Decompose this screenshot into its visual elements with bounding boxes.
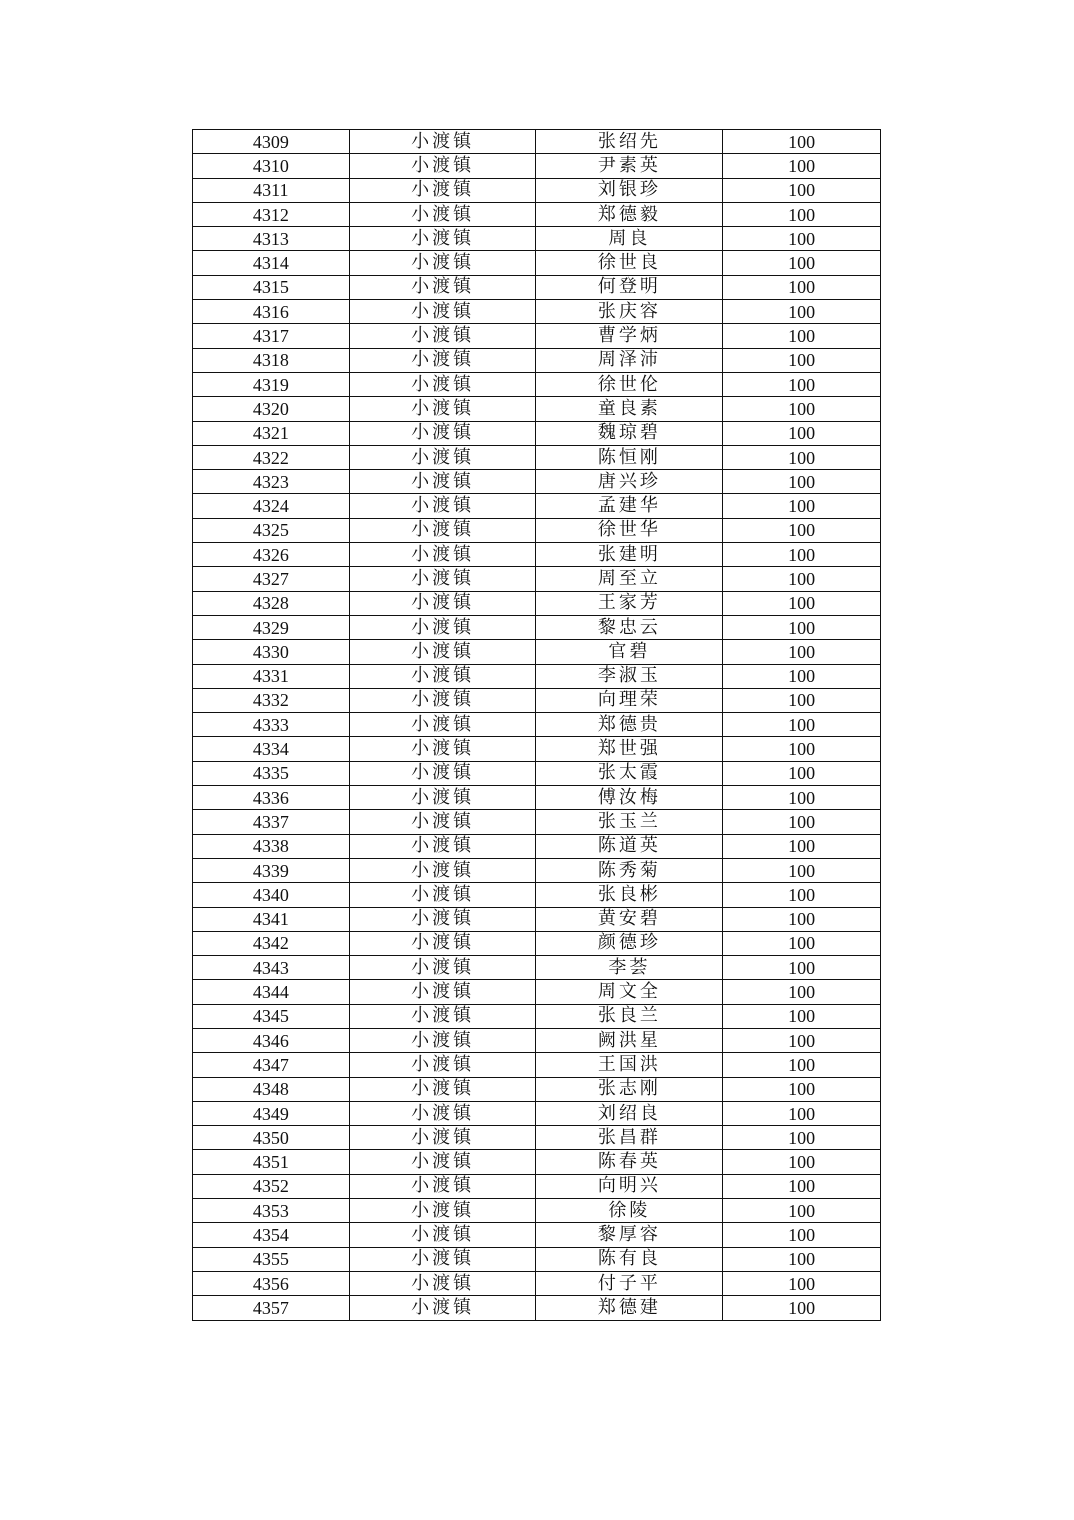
row-number-cell: 4328	[193, 591, 350, 615]
person-name-cell: 张志刚	[536, 1077, 723, 1101]
amount-cell: 100	[723, 883, 881, 907]
row-number-cell: 4334	[193, 737, 350, 761]
town-cell: 小渡镇	[349, 1028, 536, 1052]
table-row	[193, 300, 881, 324]
row-number-cell: 4314	[193, 251, 350, 275]
row-number-cell: 4324	[193, 494, 350, 518]
table-row	[193, 202, 881, 226]
row-number-cell: 4320	[193, 397, 350, 421]
amount-cell: 100	[723, 251, 881, 275]
person-name-cell: 郑德毅	[536, 202, 723, 226]
row-number-cell: 4330	[193, 640, 350, 664]
row-number-cell: 4336	[193, 786, 350, 810]
table-row	[193, 615, 881, 639]
town-cell: 小渡镇	[349, 324, 536, 348]
table-row	[193, 445, 881, 469]
table-row	[193, 1150, 881, 1174]
town-cell: 小渡镇	[349, 1126, 536, 1150]
amount-cell: 100	[723, 591, 881, 615]
table-row	[193, 1271, 881, 1295]
row-number-cell: 4315	[193, 275, 350, 299]
person-name-cell: 陈有良	[536, 1247, 723, 1271]
amount-cell: 100	[723, 737, 881, 761]
table-row	[193, 543, 881, 567]
town-cell: 小渡镇	[349, 154, 536, 178]
amount-cell: 100	[723, 1004, 881, 1028]
person-name-cell: 颜德珍	[536, 931, 723, 955]
amount-cell: 100	[723, 907, 881, 931]
row-number-cell: 4327	[193, 567, 350, 591]
row-number-cell: 4318	[193, 348, 350, 372]
person-name-cell: 张良彬	[536, 883, 723, 907]
town-cell: 小渡镇	[349, 421, 536, 445]
amount-cell: 100	[723, 567, 881, 591]
person-name-cell: 付子平	[536, 1271, 723, 1295]
town-cell: 小渡镇	[349, 664, 536, 688]
table-row	[193, 348, 881, 372]
town-cell: 小渡镇	[349, 130, 536, 154]
row-number-cell: 4342	[193, 931, 350, 955]
amount-cell: 100	[723, 615, 881, 639]
table-row	[193, 1028, 881, 1052]
amount-cell: 100	[723, 1077, 881, 1101]
town-cell: 小渡镇	[349, 1223, 536, 1247]
person-name-cell: 唐兴珍	[536, 470, 723, 494]
row-number-cell: 4313	[193, 227, 350, 251]
table-row	[193, 688, 881, 712]
amount-cell: 100	[723, 834, 881, 858]
town-cell: 小渡镇	[349, 737, 536, 761]
row-number-cell: 4311	[193, 178, 350, 202]
town-cell: 小渡镇	[349, 713, 536, 737]
table-row	[193, 1053, 881, 1077]
row-number-cell: 4339	[193, 858, 350, 882]
row-number-cell: 4346	[193, 1028, 350, 1052]
amount-cell: 100	[723, 761, 881, 785]
table-row	[193, 397, 881, 421]
row-number-cell: 4323	[193, 470, 350, 494]
town-cell: 小渡镇	[349, 470, 536, 494]
town-cell: 小渡镇	[349, 1004, 536, 1028]
town-cell: 小渡镇	[349, 397, 536, 421]
person-name-cell: 陈道英	[536, 834, 723, 858]
town-cell: 小渡镇	[349, 494, 536, 518]
amount-cell: 100	[723, 956, 881, 980]
amount-cell: 100	[723, 518, 881, 542]
table-row	[193, 251, 881, 275]
amount-cell: 100	[723, 786, 881, 810]
table-row	[193, 883, 881, 907]
person-name-cell: 徐世良	[536, 251, 723, 275]
row-number-cell: 4355	[193, 1247, 350, 1271]
amount-cell: 100	[723, 810, 881, 834]
person-name-cell: 黄安碧	[536, 907, 723, 931]
row-number-cell: 4329	[193, 615, 350, 639]
amount-cell: 100	[723, 931, 881, 955]
town-cell: 小渡镇	[349, 810, 536, 834]
table-row	[193, 1174, 881, 1198]
town-cell: 小渡镇	[349, 1053, 536, 1077]
amount-cell: 100	[723, 640, 881, 664]
person-name-cell: 郑德贵	[536, 713, 723, 737]
amount-cell: 100	[723, 1199, 881, 1223]
table-row	[193, 858, 881, 882]
row-number-cell: 4335	[193, 761, 350, 785]
row-number-cell: 4353	[193, 1199, 350, 1223]
town-cell: 小渡镇	[349, 1199, 536, 1223]
amount-cell: 100	[723, 397, 881, 421]
town-cell: 小渡镇	[349, 348, 536, 372]
table-row	[193, 1296, 881, 1320]
row-number-cell: 4352	[193, 1174, 350, 1198]
town-cell: 小渡镇	[349, 1077, 536, 1101]
person-name-cell: 周至立	[536, 567, 723, 591]
amount-cell: 100	[723, 227, 881, 251]
table-row	[193, 980, 881, 1004]
table-row	[193, 786, 881, 810]
town-cell: 小渡镇	[349, 1150, 536, 1174]
person-name-cell: 黎厚容	[536, 1223, 723, 1247]
row-number-cell: 4319	[193, 372, 350, 396]
person-name-cell: 王家芳	[536, 591, 723, 615]
amount-cell: 100	[723, 470, 881, 494]
row-number-cell: 4344	[193, 980, 350, 1004]
person-name-cell: 王国洪	[536, 1053, 723, 1077]
amount-cell: 100	[723, 421, 881, 445]
row-number-cell: 4345	[193, 1004, 350, 1028]
table-row	[193, 275, 881, 299]
person-name-cell: 张玉兰	[536, 810, 723, 834]
person-name-cell: 周良	[536, 227, 723, 251]
row-number-cell: 4316	[193, 300, 350, 324]
town-cell: 小渡镇	[349, 1247, 536, 1271]
amount-cell: 100	[723, 202, 881, 226]
table-row	[193, 640, 881, 664]
person-name-cell: 陈春英	[536, 1150, 723, 1174]
row-number-cell: 4310	[193, 154, 350, 178]
table-row	[193, 713, 881, 737]
subsidy-list-table	[192, 129, 881, 1321]
amount-cell: 100	[723, 1053, 881, 1077]
town-cell: 小渡镇	[349, 907, 536, 931]
amount-cell: 100	[723, 494, 881, 518]
amount-cell: 100	[723, 980, 881, 1004]
table-row	[193, 956, 881, 980]
row-number-cell: 4338	[193, 834, 350, 858]
row-number-cell: 4347	[193, 1053, 350, 1077]
table-row	[193, 130, 881, 154]
table-row	[193, 761, 881, 785]
person-name-cell: 徐世伦	[536, 372, 723, 396]
person-name-cell: 向理荣	[536, 688, 723, 712]
person-name-cell: 张庆容	[536, 300, 723, 324]
town-cell: 小渡镇	[349, 1101, 536, 1125]
town-cell: 小渡镇	[349, 615, 536, 639]
person-name-cell: 周文全	[536, 980, 723, 1004]
town-cell: 小渡镇	[349, 761, 536, 785]
row-number-cell: 4356	[193, 1271, 350, 1295]
table-row	[193, 1077, 881, 1101]
town-cell: 小渡镇	[349, 858, 536, 882]
amount-cell: 100	[723, 713, 881, 737]
town-cell: 小渡镇	[349, 834, 536, 858]
table-row	[193, 421, 881, 445]
person-name-cell: 魏琼碧	[536, 421, 723, 445]
table-row	[193, 1126, 881, 1150]
table-row	[193, 810, 881, 834]
amount-cell: 100	[723, 372, 881, 396]
table-row	[193, 907, 881, 931]
person-name-cell: 孟建华	[536, 494, 723, 518]
town-cell: 小渡镇	[349, 251, 536, 275]
table-row	[193, 372, 881, 396]
table-row	[193, 470, 881, 494]
person-name-cell: 向明兴	[536, 1174, 723, 1198]
person-name-cell: 黎忠云	[536, 615, 723, 639]
town-cell: 小渡镇	[349, 178, 536, 202]
row-number-cell: 4332	[193, 688, 350, 712]
table-row	[193, 664, 881, 688]
table-row	[193, 178, 881, 202]
person-name-cell: 李淑玉	[536, 664, 723, 688]
row-number-cell: 4343	[193, 956, 350, 980]
row-number-cell: 4331	[193, 664, 350, 688]
table-row	[193, 518, 881, 542]
town-cell: 小渡镇	[349, 518, 536, 542]
row-number-cell: 4309	[193, 130, 350, 154]
amount-cell: 100	[723, 1247, 881, 1271]
person-name-cell: 陈恒刚	[536, 445, 723, 469]
person-name-cell: 郑德建	[536, 1296, 723, 1320]
person-name-cell: 官碧	[536, 640, 723, 664]
table-row	[193, 1247, 881, 1271]
town-cell: 小渡镇	[349, 688, 536, 712]
row-number-cell: 4337	[193, 810, 350, 834]
table-body	[193, 130, 881, 1321]
amount-cell: 100	[723, 154, 881, 178]
table-row	[193, 567, 881, 591]
town-cell: 小渡镇	[349, 445, 536, 469]
table-row	[193, 1101, 881, 1125]
row-number-cell: 4350	[193, 1126, 350, 1150]
town-cell: 小渡镇	[349, 931, 536, 955]
amount-cell: 100	[723, 275, 881, 299]
person-name-cell: 徐陵	[536, 1199, 723, 1223]
row-number-cell: 4325	[193, 518, 350, 542]
row-number-cell: 4333	[193, 713, 350, 737]
town-cell: 小渡镇	[349, 883, 536, 907]
person-name-cell: 陈秀菊	[536, 858, 723, 882]
town-cell: 小渡镇	[349, 202, 536, 226]
town-cell: 小渡镇	[349, 786, 536, 810]
table-row	[193, 324, 881, 348]
person-name-cell: 傅汝梅	[536, 786, 723, 810]
amount-cell: 100	[723, 543, 881, 567]
town-cell: 小渡镇	[349, 543, 536, 567]
person-name-cell: 阙洪星	[536, 1028, 723, 1052]
table-row	[193, 834, 881, 858]
amount-cell: 100	[723, 1223, 881, 1247]
table-row	[193, 494, 881, 518]
person-name-cell: 尹素英	[536, 154, 723, 178]
amount-cell: 100	[723, 1271, 881, 1295]
row-number-cell: 4351	[193, 1150, 350, 1174]
amount-cell: 100	[723, 445, 881, 469]
row-number-cell: 4340	[193, 883, 350, 907]
amount-cell: 100	[723, 858, 881, 882]
table-row	[193, 737, 881, 761]
row-number-cell: 4348	[193, 1077, 350, 1101]
table-row	[193, 1223, 881, 1247]
table-row	[193, 154, 881, 178]
row-number-cell: 4349	[193, 1101, 350, 1125]
table-row	[193, 1199, 881, 1223]
person-name-cell: 曹学炳	[536, 324, 723, 348]
person-name-cell: 刘银珍	[536, 178, 723, 202]
person-name-cell: 童良素	[536, 397, 723, 421]
table-row	[193, 931, 881, 955]
amount-cell: 100	[723, 178, 881, 202]
person-name-cell: 周泽沛	[536, 348, 723, 372]
table-row	[193, 1004, 881, 1028]
town-cell: 小渡镇	[349, 567, 536, 591]
row-number-cell: 4341	[193, 907, 350, 931]
town-cell: 小渡镇	[349, 1174, 536, 1198]
town-cell: 小渡镇	[349, 640, 536, 664]
row-number-cell: 4354	[193, 1223, 350, 1247]
person-name-cell: 李荟	[536, 956, 723, 980]
town-cell: 小渡镇	[349, 300, 536, 324]
amount-cell: 100	[723, 300, 881, 324]
town-cell: 小渡镇	[349, 591, 536, 615]
person-name-cell: 张绍先	[536, 130, 723, 154]
row-number-cell: 4322	[193, 445, 350, 469]
person-name-cell: 何登明	[536, 275, 723, 299]
town-cell: 小渡镇	[349, 980, 536, 1004]
person-name-cell: 张昌群	[536, 1126, 723, 1150]
row-number-cell: 4317	[193, 324, 350, 348]
town-cell: 小渡镇	[349, 227, 536, 251]
town-cell: 小渡镇	[349, 956, 536, 980]
amount-cell: 100	[723, 324, 881, 348]
person-name-cell: 郑世强	[536, 737, 723, 761]
person-name-cell: 张建明	[536, 543, 723, 567]
amount-cell: 100	[723, 1028, 881, 1052]
person-name-cell: 徐世华	[536, 518, 723, 542]
table-row	[193, 227, 881, 251]
row-number-cell: 4321	[193, 421, 350, 445]
person-name-cell: 刘绍良	[536, 1101, 723, 1125]
amount-cell: 100	[723, 348, 881, 372]
table-row	[193, 591, 881, 615]
amount-cell: 100	[723, 1150, 881, 1174]
amount-cell: 100	[723, 1126, 881, 1150]
amount-cell: 100	[723, 130, 881, 154]
person-name-cell: 张太霞	[536, 761, 723, 785]
row-number-cell: 4326	[193, 543, 350, 567]
row-number-cell: 4357	[193, 1296, 350, 1320]
row-number-cell: 4312	[193, 202, 350, 226]
town-cell: 小渡镇	[349, 275, 536, 299]
person-name-cell: 张良兰	[536, 1004, 723, 1028]
town-cell: 小渡镇	[349, 1296, 536, 1320]
amount-cell: 100	[723, 688, 881, 712]
amount-cell: 100	[723, 1174, 881, 1198]
town-cell: 小渡镇	[349, 1271, 536, 1295]
amount-cell: 100	[723, 664, 881, 688]
amount-cell: 100	[723, 1101, 881, 1125]
amount-cell: 100	[723, 1296, 881, 1320]
town-cell: 小渡镇	[349, 372, 536, 396]
